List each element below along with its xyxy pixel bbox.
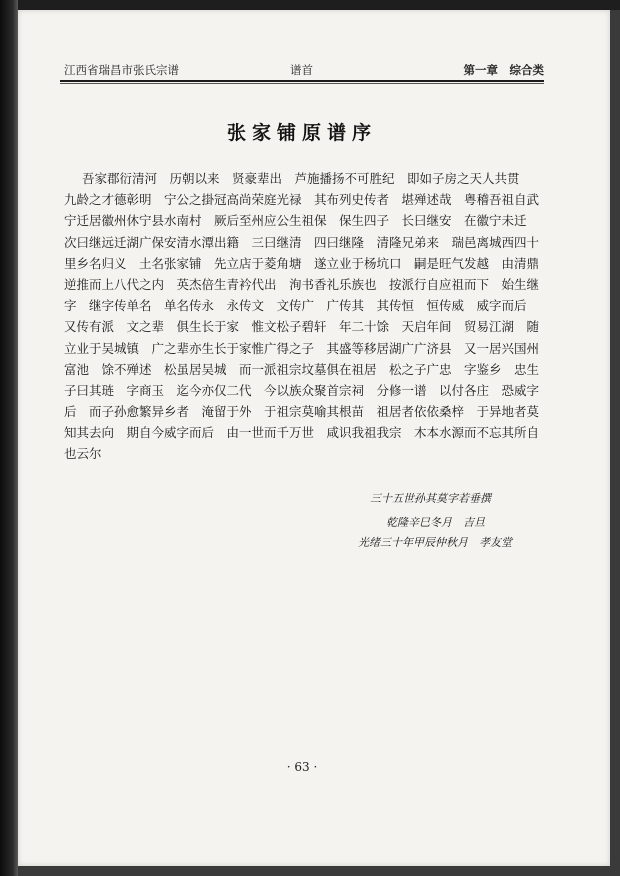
body-line: 富池 馀不殚述 松虽居吴城 而一派祖宗坟墓俱在祖居 松之子广忠 字鉴乡 忠生 (64, 361, 540, 377)
body-line: 九龄之才德彰明 宁公之掛冠高尚荣庭光禄 其布列史传者 堪殚述哉 粤稽吾祖自武 (64, 192, 540, 208)
body-line: 立业于吴城镇 广之辈亦生长于家惟广得之子 其盛等移居湖广广济县 又一居兴国州 (64, 340, 540, 356)
scan-spine-shadow (0, 0, 18, 876)
body-line: 里乡名归义 土名张家铺 先立店于菱角塘 遂立业于杨坑口 嗣是旺气发越 由清鼎 (64, 255, 540, 271)
header-rule-thin (60, 83, 544, 84)
preface-body (64, 168, 552, 465)
body-line: 字 继字传单名 单名传永 永传文 文传广 广传其 其传恒 恒传威 威字而后 (64, 298, 527, 314)
body-line: 吾家郡衍清河 历朝以来 贤豪辈出 芦施播扬不可胜纪 即如子房之天人共贯 (82, 171, 520, 186)
page-number: · 63 · (286, 760, 318, 774)
page-title: 张家铺原谱序 (226, 122, 377, 144)
signature-date-guangxu: 光绪三十年甲辰仲秋月 孝友堂 (358, 536, 512, 549)
body-line: 也云尔 (64, 446, 102, 462)
body-line: 宁迁居徽州休宁县水南村 厥后至州应公生祖保 保生四子 长曰继安 在徽宁未迁 (64, 213, 527, 229)
scan-top-edge (0, 0, 620, 10)
body-line: 子曰其琏 字商玉 迄今亦仅二代 今以族众聚首宗祠 分修一谱 以付各庄 恐威字 (64, 382, 540, 398)
header-book-title: 江西省瑞昌市张氏宗谱 (64, 63, 179, 77)
body-line: 次曰继远迁湖广保安清水潭出籍 三曰继清 四曰继隆 清隆兄弟来 瑞邑离城西四十 (64, 234, 540, 250)
header-rule (60, 80, 544, 82)
header-chapter: 第一章 综合类 (463, 63, 544, 77)
signature-date-qianlong: 乾隆辛巳冬月 吉旦 (386, 516, 485, 529)
body-line: 又传有派 文之辈 俱生长于家 惟文松子碧轩 年二十馀 天启年间 贸易江湖 随 (64, 319, 540, 335)
running-header (44, 56, 544, 78)
body-line: 知其去向 期自今威字而后 由一世而千万世 咸识我祖我宗 木本水源而不忘其所自 (64, 425, 540, 441)
header-section: 谱首 (290, 63, 313, 77)
body-line: 后 而子孙愈繁异乡者 淹留于外 于祖宗莫喻其根苗 祖居者依依桑梓 于异地者莫 (64, 404, 540, 420)
body-line: 逆推而上八代之内 英杰倍生青衿代出 洵书香礼乐族也 按派行自应祖而下 始生继 (64, 276, 540, 292)
signature-author: 三十五世孙其莫字若垂撰 (370, 492, 491, 505)
